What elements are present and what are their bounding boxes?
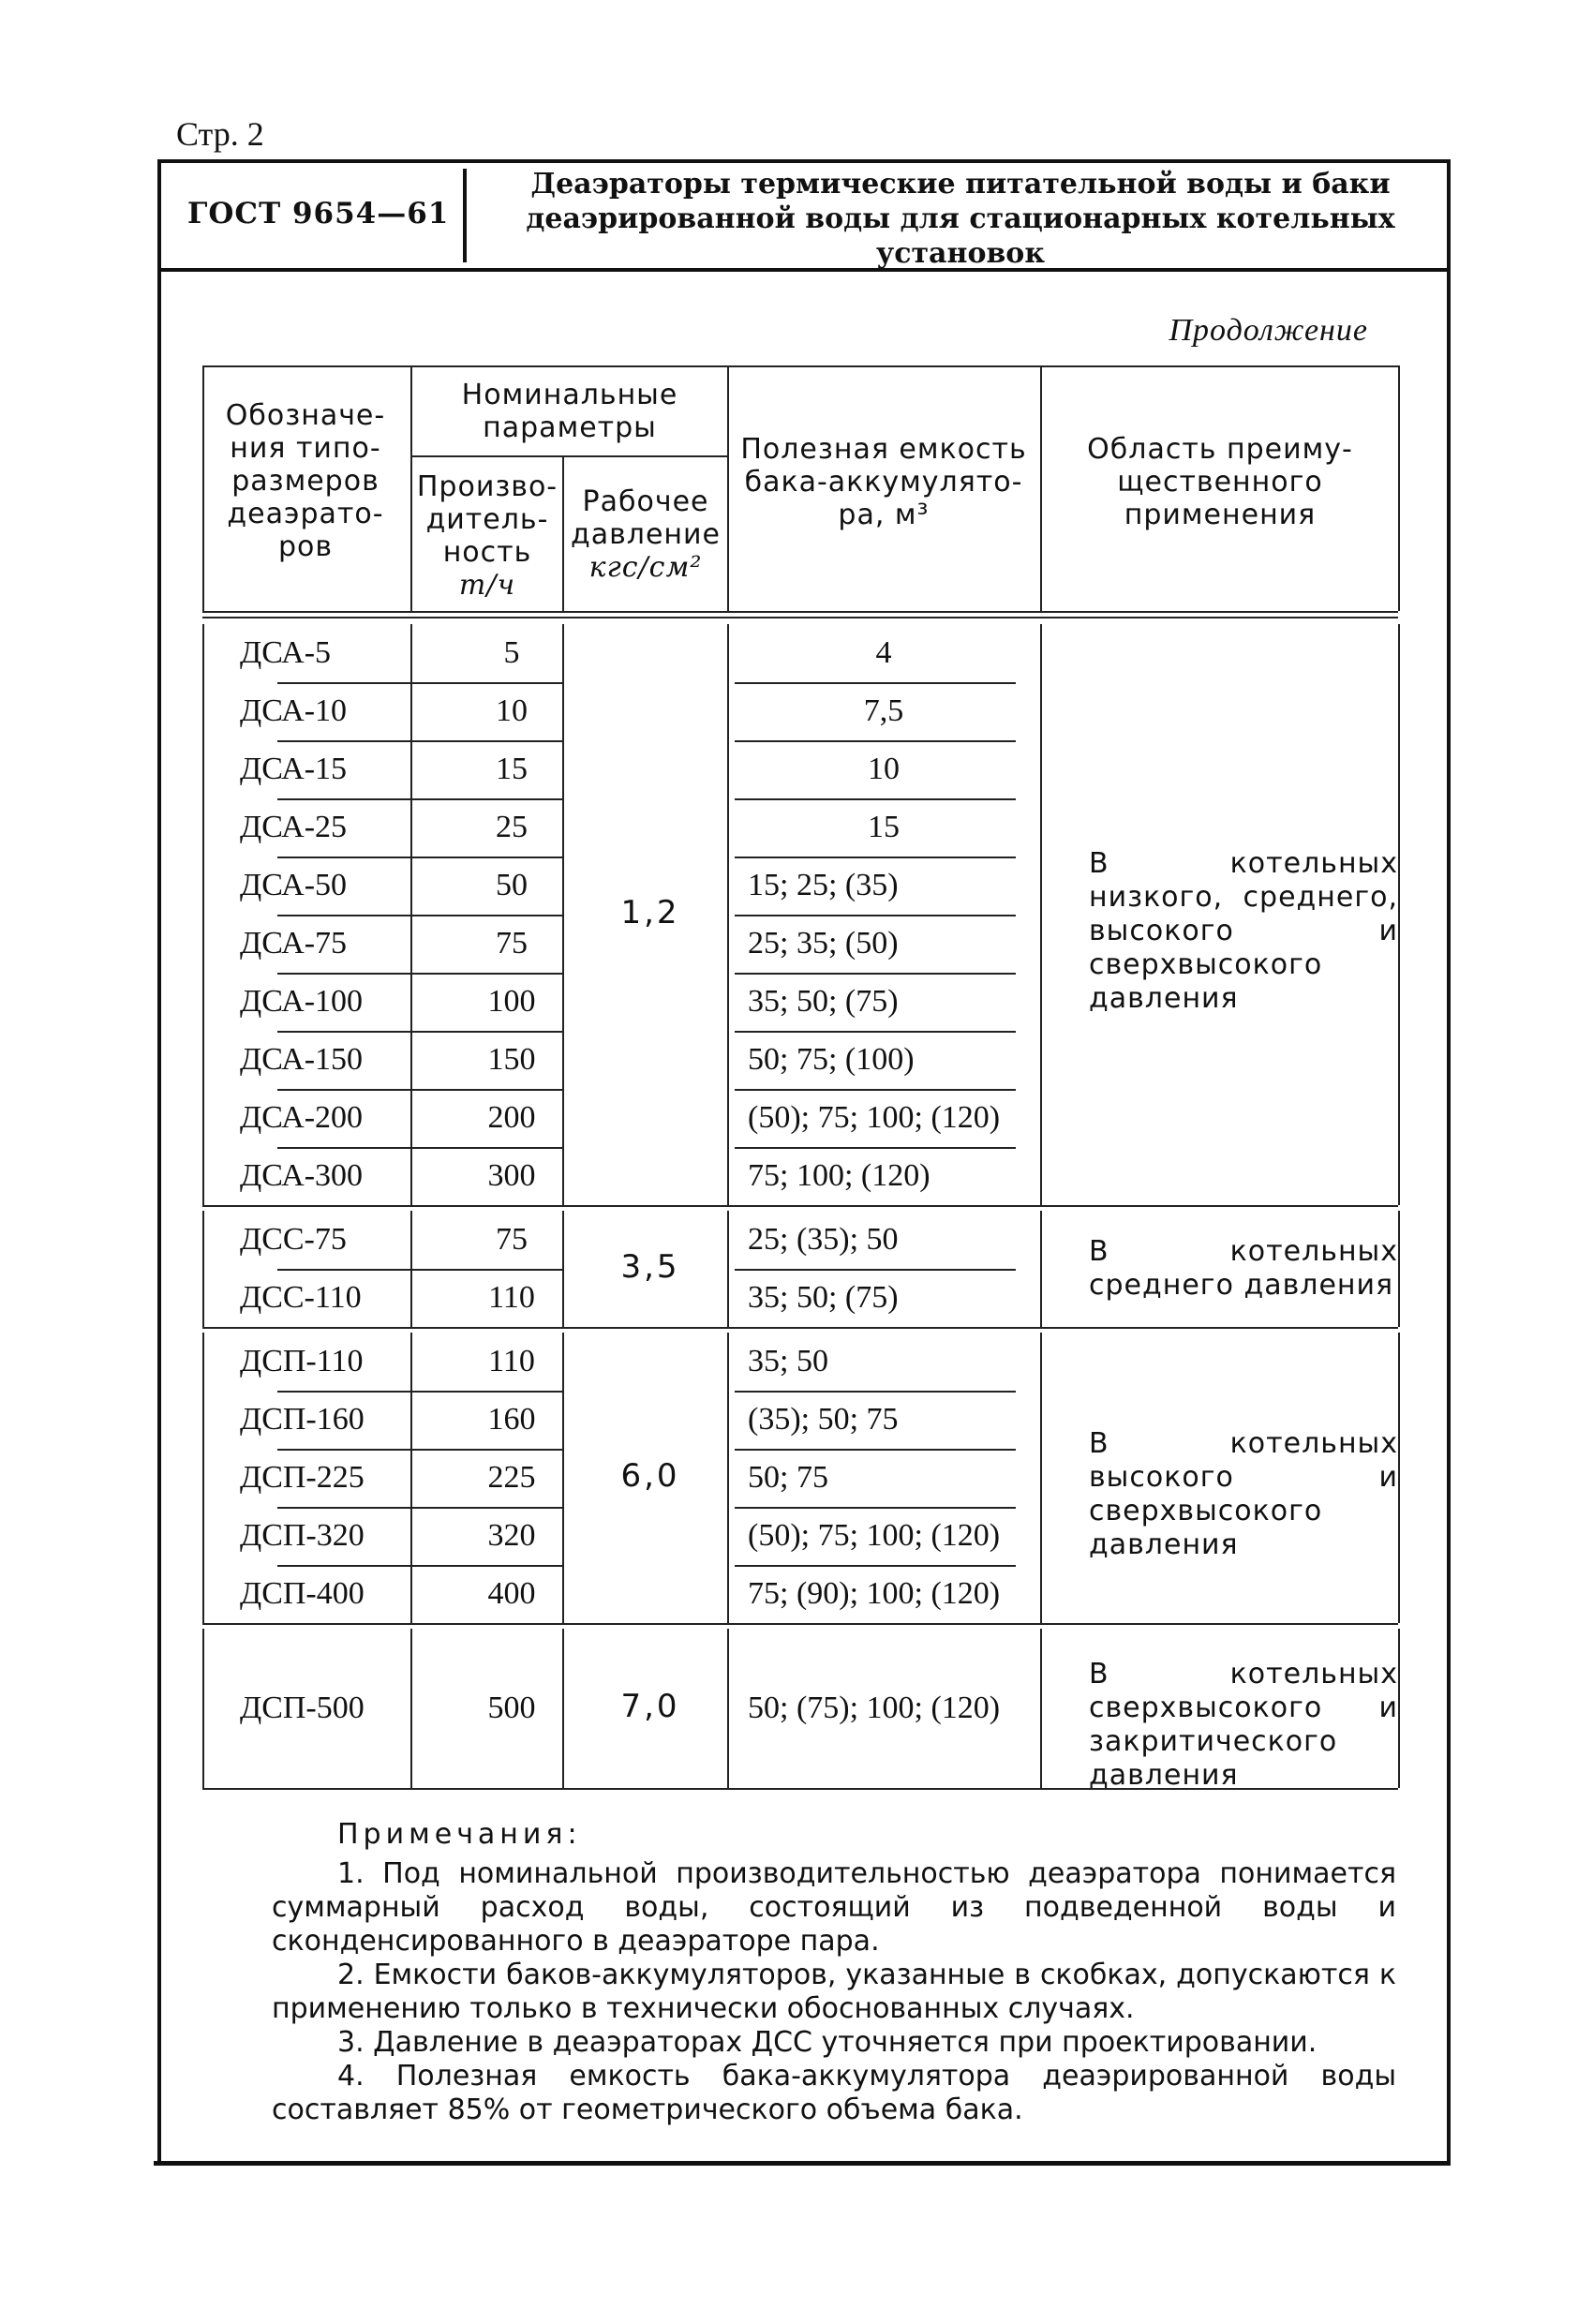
capacity-value: 200 <box>487 1100 536 1135</box>
page-number: Стр. 2 <box>176 115 264 153</box>
col-rule <box>1398 1333 1400 1623</box>
notes <box>272 1818 1396 2127</box>
capacity-value: 75 <box>496 1222 528 1257</box>
application-area: В котельных среднего давления <box>1089 1235 1398 1302</box>
header-text: Рабочее <box>582 485 709 518</box>
volume-value: (50); 75; 100; (120) <box>748 1518 1001 1553</box>
group-rule <box>202 1205 1398 1207</box>
capacity-value: 100 <box>487 984 536 1019</box>
pressure-value: 1,2 <box>620 894 680 931</box>
volume-value: 35; 50; (75) <box>748 984 899 1019</box>
col-rule <box>1398 624 1400 1205</box>
deaerator-name: ДСА-300 <box>240 1158 364 1193</box>
title-line: Деаэраторы термические питательной воды и баки <box>530 168 1391 201</box>
col-rule <box>202 1211 204 1327</box>
application-area: В котельных высокого и сверхвысокого давления <box>1089 1427 1398 1561</box>
header-text: размеров <box>231 465 380 498</box>
capacity-value: 320 <box>487 1518 536 1553</box>
volume-value: 25; (35); 50 <box>748 1222 899 1257</box>
volume-value: (35); 50; 75 <box>748 1402 899 1437</box>
title-line: установок <box>876 237 1045 270</box>
volume-value: 15 <box>868 810 900 844</box>
capacity-value: 400 <box>487 1576 536 1611</box>
capacity-value: 500 <box>487 1691 536 1725</box>
deaerator-name: ДСА-5 <box>240 635 332 670</box>
col-rule <box>1398 365 1400 611</box>
pressure-value: 3,5 <box>620 1248 680 1286</box>
capacity-value: 225 <box>487 1460 536 1495</box>
deaerator-name: ДСА-15 <box>240 752 348 786</box>
frame-top-rule <box>157 159 1451 163</box>
deaerator-name: ДСП-500 <box>240 1691 365 1725</box>
header-designation <box>202 399 409 563</box>
deaerator-name: ДСП-400 <box>240 1576 365 1611</box>
volume-value: 75; (90); 100; (120) <box>748 1576 1001 1611</box>
header-bottom-rule <box>202 617 1398 618</box>
capacity-value: 15 <box>496 752 528 786</box>
note-item: 2. Емкости баков-аккумуляторов, указанные в скобках, допускаются к применению только в технически обоснованных случаях. <box>272 1959 1396 2025</box>
header-text: ров <box>277 530 334 563</box>
header-text: ность <box>442 536 532 569</box>
volume-value: 50; 75 <box>748 1460 828 1495</box>
volume-value: 15; 25; (35) <box>748 868 899 902</box>
deaerator-name: ДСА-200 <box>240 1100 364 1135</box>
volume-value: (50); 75; 100; (120) <box>748 1100 1001 1135</box>
col-rule <box>562 455 564 611</box>
standard-number: ГОСТ 9654—61 <box>187 197 450 231</box>
col-rule <box>727 365 729 611</box>
header-text: Полезная емкость <box>740 433 1027 466</box>
header-text: ра, м³ <box>838 499 930 531</box>
deaerator-name: ДСП-225 <box>240 1460 365 1495</box>
col-rule <box>727 1629 729 1788</box>
continuation-label: Продолжение <box>1169 313 1368 348</box>
capacity-value: 75 <box>496 926 528 961</box>
header-text: Область преиму- <box>1087 433 1353 466</box>
deaerator-name: ДСА-25 <box>240 810 348 844</box>
pressure-value: 6,0 <box>620 1457 680 1495</box>
note-item: 1. Под номинальной производительностью деаэратора понимается суммарный расход воды, состоящий из подведенной воды и сконденсированного в деаэраторе пара. <box>272 1857 1396 1958</box>
col-rule <box>202 365 204 611</box>
application-area: В котельных сверхвысокого и закритического давления <box>1089 1658 1398 1792</box>
col-rule <box>1040 365 1042 611</box>
header-pressure <box>564 485 727 584</box>
header-text: применения <box>1124 499 1317 531</box>
group-rule <box>202 1327 1398 1329</box>
capacity-value: 50 <box>496 868 528 902</box>
header-text: бака-аккумулято- <box>744 466 1023 499</box>
header-separator <box>463 169 467 262</box>
header-text: ния типо- <box>230 432 381 465</box>
volume-value: 4 <box>875 635 892 670</box>
volume-value: 50; (75); 100; (120) <box>748 1691 1001 1725</box>
col-rule <box>727 1211 729 1327</box>
volume-value: 7,5 <box>863 693 904 728</box>
deaerator-name: ДСП-320 <box>240 1518 365 1553</box>
col-rule <box>202 624 204 1205</box>
application-area: В котельных низкого, среднего, высокого и сверхвысокого давления <box>1089 847 1398 1015</box>
header-text: щественного <box>1117 466 1323 499</box>
header-bottom-rule <box>202 611 1398 613</box>
header-unit: т/ч <box>458 569 516 602</box>
header-text: давление <box>570 518 721 551</box>
deaerator-name: ДСА-150 <box>240 1042 364 1077</box>
deaerator-name: ДСС-75 <box>240 1222 347 1257</box>
header-text: дитель- <box>425 503 549 536</box>
capacity-value: 160 <box>487 1402 536 1437</box>
notes-title: Примечания: <box>337 1818 582 1851</box>
capacity-value: 25 <box>496 810 528 844</box>
capacity-value: 300 <box>487 1158 536 1193</box>
deaerator-name: ДСП-160 <box>240 1402 365 1437</box>
volume-value: 35; 50; (75) <box>748 1280 899 1315</box>
deaerator-name: ДСА-100 <box>240 984 364 1019</box>
col-rule <box>727 1333 729 1623</box>
header-text: параметры <box>483 411 657 444</box>
volume-value: 35; 50 <box>748 1344 828 1378</box>
capacity-value: 10 <box>496 693 528 728</box>
col-rule <box>202 1333 204 1623</box>
volume-value: 25; 35; (50) <box>748 926 899 961</box>
note-item: 4. Полезная емкость бака-аккумулятора деаэрированной воды составляет 85% от геометрического объема бака. <box>272 2060 1396 2126</box>
deaerator-name: ДСС-110 <box>240 1280 362 1315</box>
deaerator-name: ДСА-50 <box>240 868 348 902</box>
header-volume <box>729 433 1038 531</box>
volume-value: 75; 100; (120) <box>748 1158 930 1193</box>
group-rule <box>202 1788 1398 1790</box>
col-rule <box>1398 1629 1400 1788</box>
header-area <box>1042 433 1398 531</box>
group-rule <box>202 1623 1398 1625</box>
volume-value: 10 <box>868 752 900 786</box>
frame-bottom-rule <box>154 2161 1451 2166</box>
capacity-value: 5 <box>503 635 520 670</box>
col-rule <box>202 1629 204 1788</box>
col-rule <box>1398 1211 1400 1327</box>
col-rule <box>410 365 412 611</box>
header-unit: кгс/см² <box>588 551 703 584</box>
header-text: Обозначе- <box>225 399 386 432</box>
pressure-value: 7,0 <box>620 1688 680 1725</box>
deaerator-name: ДСА-75 <box>240 926 348 961</box>
header-text: деаэрато- <box>227 498 384 530</box>
capacity-value: 110 <box>488 1344 535 1378</box>
document-title <box>487 167 1434 271</box>
volume-value: 50; 75; (100) <box>748 1042 915 1077</box>
note-item: 3. Давление в деаэраторах ДСС уточняется при проектировании. <box>337 2026 1318 2059</box>
deaerator-name: ДСА-10 <box>240 693 348 728</box>
header-nominal <box>412 379 727 444</box>
capacity-value: 150 <box>487 1042 536 1077</box>
header-sub-rule <box>412 455 727 457</box>
title-line: деаэрированной воды для стационарных котельных <box>526 202 1395 235</box>
header-text: Номинальные <box>461 379 678 411</box>
header-capacity <box>412 470 562 602</box>
capacity-value: 110 <box>488 1280 535 1315</box>
header-text: Произво- <box>416 470 558 503</box>
table-top-rule <box>202 365 1398 367</box>
deaerator-name: ДСП-110 <box>240 1344 364 1378</box>
